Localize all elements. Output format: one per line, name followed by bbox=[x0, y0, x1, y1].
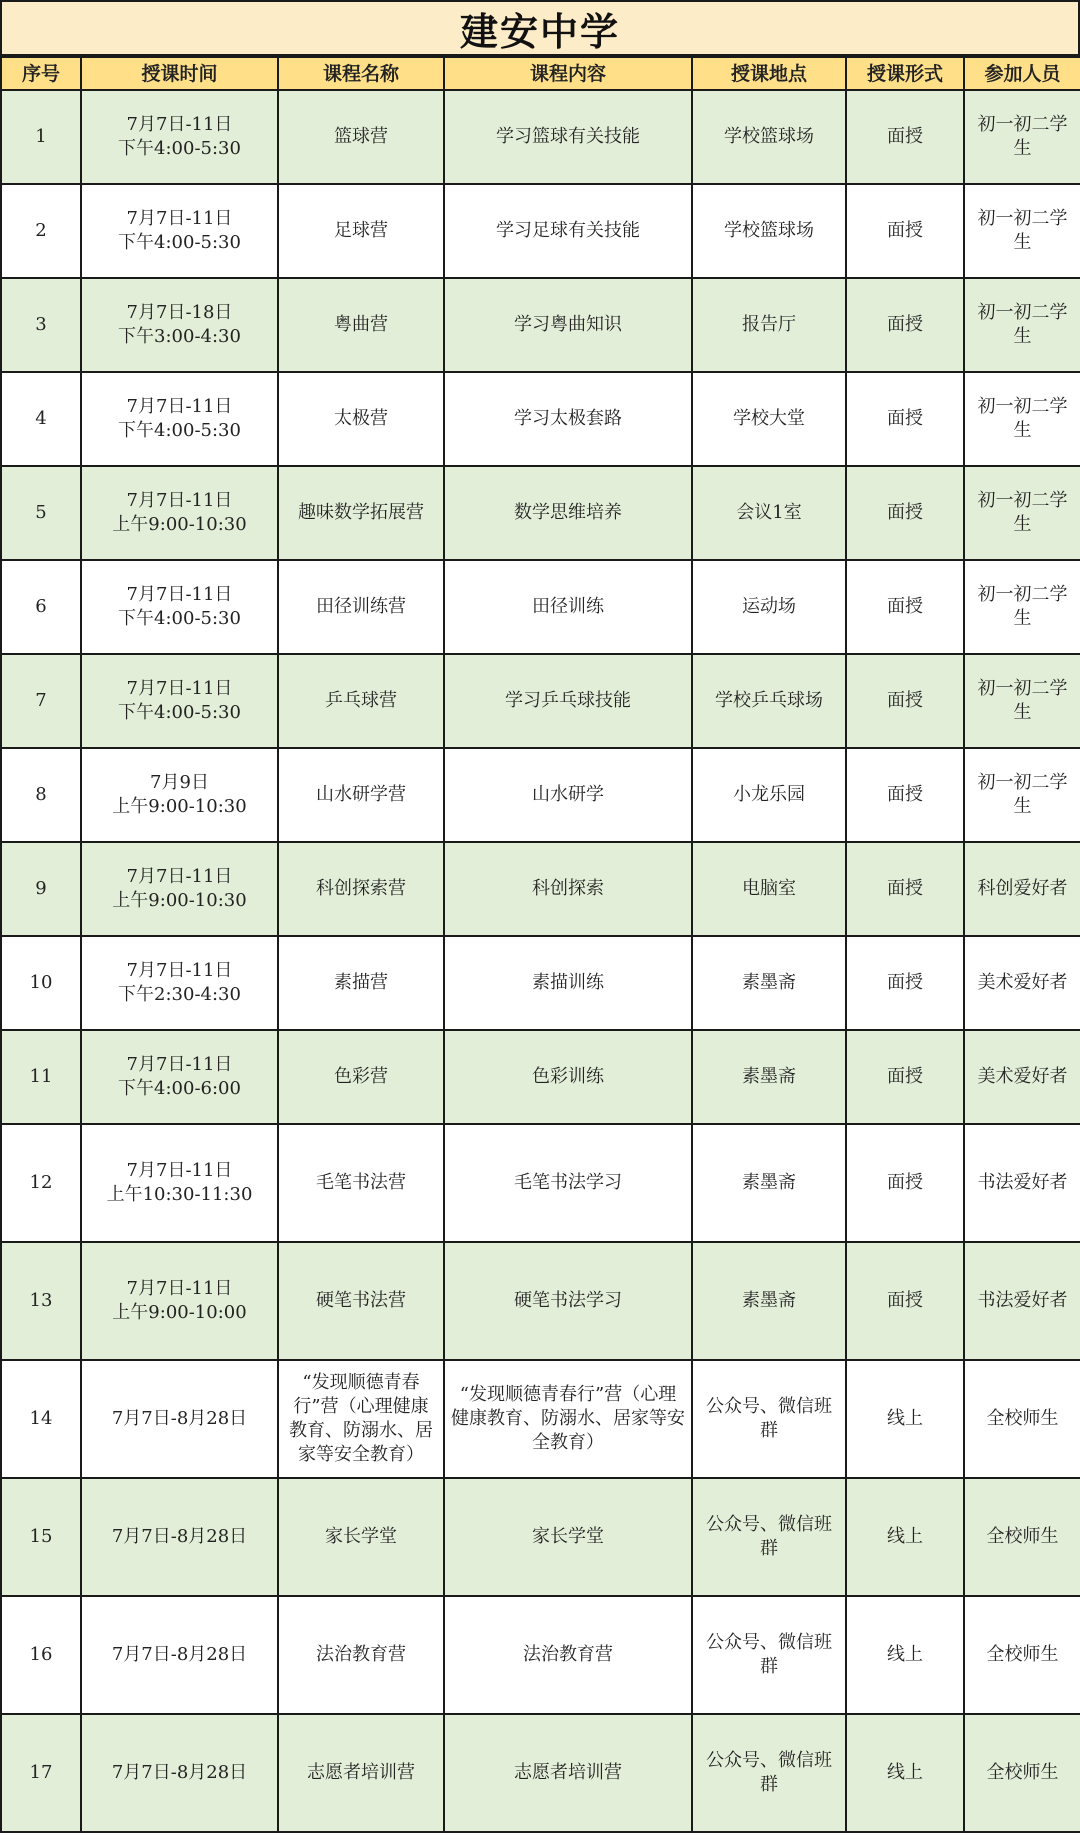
cell-form bbox=[846, 748, 964, 842]
course-content: 毛笔书法学习 bbox=[514, 1172, 622, 1193]
course-content: 科创探索 bbox=[532, 878, 604, 899]
cell-people bbox=[964, 1714, 1080, 1832]
cell-no bbox=[1, 372, 81, 466]
time-date: 7月7日-11日 bbox=[126, 490, 233, 511]
cell-content bbox=[444, 1360, 692, 1478]
course-people: 全校师生 bbox=[986, 1526, 1059, 1547]
course-people: 初一初二学生 bbox=[977, 772, 1068, 817]
table-row bbox=[1, 278, 1080, 372]
cell-no bbox=[1, 748, 81, 842]
time-period: 下午4:00-5:30 bbox=[118, 608, 241, 629]
cell-place bbox=[692, 936, 846, 1030]
course-form: 面授 bbox=[887, 596, 923, 617]
time-date: 7月9日 bbox=[150, 772, 209, 793]
cell-place bbox=[692, 560, 846, 654]
course-name: 法治教育营 bbox=[316, 1644, 406, 1665]
course-place: 学校篮球场 bbox=[724, 220, 814, 241]
cell-content bbox=[444, 466, 692, 560]
course-place: 运动场 bbox=[742, 596, 796, 617]
course-name: 毛笔书法营 bbox=[316, 1172, 406, 1193]
time-period: 上午9:00-10:30 bbox=[112, 890, 247, 911]
cell-time bbox=[81, 1124, 278, 1242]
course-name: 家长学堂 bbox=[325, 1526, 397, 1547]
cell-no bbox=[1, 184, 81, 278]
cell-form bbox=[846, 1242, 964, 1360]
cell-name bbox=[278, 748, 444, 842]
cell-no bbox=[1, 1242, 81, 1360]
course-form: 线上 bbox=[887, 1644, 923, 1665]
course-place: 素墨斋 bbox=[742, 1172, 796, 1193]
course-name: 硬笔书法营 bbox=[316, 1290, 406, 1311]
cell-form bbox=[846, 1596, 964, 1714]
cell-people bbox=[964, 466, 1080, 560]
course-form: 面授 bbox=[887, 1172, 923, 1193]
row-number: 7 bbox=[35, 690, 47, 711]
cell-people bbox=[964, 936, 1080, 1030]
time-date: 7月7日-11日 bbox=[126, 960, 233, 981]
course-form: 面授 bbox=[887, 878, 923, 899]
course-place: 电脑室 bbox=[742, 878, 796, 899]
cell-no bbox=[1, 466, 81, 560]
time-date: 7月7日-8月28日 bbox=[111, 1526, 248, 1547]
cell-name bbox=[278, 654, 444, 748]
course-form: 面授 bbox=[887, 502, 923, 523]
course-people: 全校师生 bbox=[986, 1408, 1059, 1429]
time-date: 7月7日-8月28日 bbox=[111, 1408, 248, 1429]
cell-people bbox=[964, 184, 1080, 278]
row-number: 11 bbox=[29, 1066, 53, 1087]
row-number: 17 bbox=[29, 1762, 53, 1783]
table-row bbox=[1, 1714, 1080, 1832]
row-number: 16 bbox=[29, 1644, 53, 1665]
course-people: 书法爱好者 bbox=[977, 1172, 1068, 1193]
cell-time bbox=[81, 372, 278, 466]
cell-time bbox=[81, 1030, 278, 1124]
course-name: 篮球营 bbox=[334, 126, 388, 147]
cell-form bbox=[846, 1360, 964, 1478]
cell-people bbox=[964, 842, 1080, 936]
cell-form bbox=[846, 1124, 964, 1242]
cell-no bbox=[1, 936, 81, 1030]
course-people: 全校师生 bbox=[986, 1762, 1059, 1783]
cell-people bbox=[964, 748, 1080, 842]
cell-time bbox=[81, 1242, 278, 1360]
cell-form bbox=[846, 842, 964, 936]
cell-people bbox=[964, 1124, 1080, 1242]
course-place: 报告厅 bbox=[742, 314, 796, 335]
course-content: 素描训练 bbox=[532, 972, 604, 993]
course-form: 面授 bbox=[887, 1066, 923, 1087]
cell-people bbox=[964, 1030, 1080, 1124]
cell-time bbox=[81, 278, 278, 372]
row-number: 12 bbox=[29, 1172, 53, 1193]
course-place: 素墨斋 bbox=[742, 972, 796, 993]
course-name: 田径训练营 bbox=[316, 596, 406, 617]
cell-people bbox=[964, 1478, 1080, 1596]
row-number: 6 bbox=[35, 596, 47, 617]
course-place: 公众号、微信班群 bbox=[706, 1514, 832, 1559]
course-place: 学校篮球场 bbox=[724, 126, 814, 147]
cell-time bbox=[81, 654, 278, 748]
cell-time bbox=[81, 842, 278, 936]
row-number: 14 bbox=[29, 1408, 53, 1429]
course-people: 科创爱好者 bbox=[977, 878, 1068, 899]
time-date: 7月7日-11日 bbox=[126, 396, 233, 417]
table-row bbox=[1, 372, 1080, 466]
course-content: 学习足球有关技能 bbox=[496, 220, 640, 241]
cell-content bbox=[444, 654, 692, 748]
row-number: 2 bbox=[35, 220, 47, 241]
cell-time bbox=[81, 1714, 278, 1832]
header-row bbox=[1, 57, 1080, 90]
time-date: 7月7日-8月28日 bbox=[111, 1644, 248, 1665]
cell-no bbox=[1, 1030, 81, 1124]
course-content: 学习乒乓球技能 bbox=[505, 690, 631, 711]
course-content: 家长学堂 bbox=[532, 1526, 604, 1547]
cell-content bbox=[444, 184, 692, 278]
course-people: 初一初二学生 bbox=[977, 584, 1068, 629]
course-place: 素墨斋 bbox=[742, 1066, 796, 1087]
cell-place bbox=[692, 842, 846, 936]
cell-content bbox=[444, 1714, 692, 1832]
cell-no bbox=[1, 278, 81, 372]
course-form: 线上 bbox=[887, 1408, 923, 1429]
course-place: 学校大堂 bbox=[733, 408, 805, 429]
cell-no bbox=[1, 842, 81, 936]
row-number: 1 bbox=[35, 126, 47, 147]
cell-place bbox=[692, 1124, 846, 1242]
cell-content bbox=[444, 748, 692, 842]
time-date: 7月7日-11日 bbox=[126, 866, 233, 887]
cell-time bbox=[81, 1478, 278, 1596]
table-row bbox=[1, 1242, 1080, 1360]
table-row bbox=[1, 90, 1080, 184]
cell-content bbox=[444, 278, 692, 372]
course-form: 面授 bbox=[887, 408, 923, 429]
course-content: 学习篮球有关技能 bbox=[496, 126, 640, 147]
cell-form bbox=[846, 90, 964, 184]
course-people: 初一初二学生 bbox=[977, 490, 1068, 535]
cell-no bbox=[1, 560, 81, 654]
cell-people bbox=[964, 372, 1080, 466]
cell-name bbox=[278, 1124, 444, 1242]
table-row bbox=[1, 1360, 1080, 1478]
cell-place bbox=[692, 184, 846, 278]
course-content: 田径训练 bbox=[532, 596, 604, 617]
course-name: 粤曲营 bbox=[334, 314, 388, 335]
course-people: 全校师生 bbox=[986, 1644, 1059, 1665]
cell-people bbox=[964, 654, 1080, 748]
time-date: 7月7日-8月28日 bbox=[111, 1762, 248, 1783]
course-form: 面授 bbox=[887, 972, 923, 993]
cell-name bbox=[278, 372, 444, 466]
course-name: 足球营 bbox=[334, 220, 388, 241]
course-form: 面授 bbox=[887, 690, 923, 711]
column-header-name: 课程名称 bbox=[278, 57, 444, 90]
row-number: 10 bbox=[29, 972, 53, 993]
time-period: 上午9:00-10:30 bbox=[112, 514, 247, 535]
row-number: 15 bbox=[29, 1526, 53, 1547]
cell-form bbox=[846, 1030, 964, 1124]
course-content: “发现顺德青春行”营（心理健康教育、防溺水、居家等安全教育） bbox=[451, 1384, 685, 1453]
course-content: 山水研学 bbox=[532, 784, 604, 805]
course-place: 公众号、微信班群 bbox=[706, 1750, 832, 1795]
cell-place bbox=[692, 748, 846, 842]
table-body bbox=[1, 90, 1080, 1832]
cell-people bbox=[964, 1242, 1080, 1360]
course-content: 色彩训练 bbox=[532, 1066, 604, 1087]
cell-place bbox=[692, 372, 846, 466]
cell-content bbox=[444, 90, 692, 184]
course-name: 志愿者培训营 bbox=[307, 1762, 415, 1783]
cell-content bbox=[444, 372, 692, 466]
time-date: 7月7日-11日 bbox=[126, 1278, 233, 1299]
course-name: 乒乓球营 bbox=[325, 690, 397, 711]
cell-no bbox=[1, 90, 81, 184]
course-place: 学校乒乓球场 bbox=[715, 690, 823, 711]
row-number: 3 bbox=[35, 314, 47, 335]
cell-form bbox=[846, 936, 964, 1030]
cell-time bbox=[81, 936, 278, 1030]
row-number: 8 bbox=[35, 784, 47, 805]
cell-place bbox=[692, 1242, 846, 1360]
column-header-form: 授课形式 bbox=[846, 57, 964, 90]
cell-form bbox=[846, 372, 964, 466]
cell-content bbox=[444, 842, 692, 936]
cell-form bbox=[846, 466, 964, 560]
course-content: 硬笔书法学习 bbox=[514, 1290, 622, 1311]
cell-people bbox=[964, 560, 1080, 654]
table-row bbox=[1, 560, 1080, 654]
table-row bbox=[1, 1030, 1080, 1124]
course-people: 初一初二学生 bbox=[977, 302, 1068, 347]
course-content: 数学思维培养 bbox=[514, 502, 622, 523]
cell-name bbox=[278, 1714, 444, 1832]
course-name: 山水研学营 bbox=[316, 784, 406, 805]
cell-name bbox=[278, 1030, 444, 1124]
course-name: 素描营 bbox=[334, 972, 388, 993]
course-content: 法治教育营 bbox=[523, 1644, 613, 1665]
cell-name bbox=[278, 560, 444, 654]
cell-time bbox=[81, 466, 278, 560]
course-name: 趣味数学拓展营 bbox=[298, 502, 424, 523]
time-period: 下午2:30-4:30 bbox=[118, 984, 241, 1005]
cell-place bbox=[692, 654, 846, 748]
cell-no bbox=[1, 1360, 81, 1478]
cell-content bbox=[444, 1596, 692, 1714]
cell-time bbox=[81, 748, 278, 842]
time-date: 7月7日-11日 bbox=[126, 208, 233, 229]
course-people: 初一初二学生 bbox=[977, 678, 1068, 723]
course-place: 小龙乐园 bbox=[733, 784, 805, 805]
course-form: 线上 bbox=[887, 1762, 923, 1783]
course-name: “发现顺德青春行”营（心理健康教育、防溺水、居家等安全教育） bbox=[289, 1372, 433, 1465]
cell-content bbox=[444, 1030, 692, 1124]
cell-content bbox=[444, 936, 692, 1030]
time-period: 上午9:00-10:00 bbox=[112, 1302, 247, 1323]
course-form: 面授 bbox=[887, 1290, 923, 1311]
time-period: 下午4:00-5:30 bbox=[118, 420, 241, 441]
course-place: 素墨斋 bbox=[742, 1290, 796, 1311]
course-form: 线上 bbox=[887, 1526, 923, 1547]
cell-name bbox=[278, 1360, 444, 1478]
time-period: 下午4:00-5:30 bbox=[118, 138, 241, 159]
page-title: 建安中学 bbox=[0, 0, 1080, 56]
table-row bbox=[1, 184, 1080, 278]
time-date: 7月7日-11日 bbox=[126, 584, 233, 605]
cell-people bbox=[964, 1596, 1080, 1714]
time-period: 下午4:00-5:30 bbox=[118, 232, 241, 253]
column-header-content: 课程内容 bbox=[444, 57, 692, 90]
time-date: 7月7日-11日 bbox=[126, 1160, 233, 1181]
cell-name bbox=[278, 90, 444, 184]
course-name: 科创探索营 bbox=[316, 878, 406, 899]
course-people: 美术爱好者 bbox=[977, 1066, 1068, 1087]
column-header-place: 授课地点 bbox=[692, 57, 846, 90]
cell-content bbox=[444, 1478, 692, 1596]
course-content: 学习太极套路 bbox=[514, 408, 622, 429]
cell-people bbox=[964, 278, 1080, 372]
time-period: 下午4:00-6:00 bbox=[118, 1078, 241, 1099]
cell-no bbox=[1, 1478, 81, 1596]
course-content: 学习粤曲知识 bbox=[514, 314, 622, 335]
time-date: 7月7日-11日 bbox=[126, 678, 233, 699]
cell-place bbox=[692, 1714, 846, 1832]
cell-content bbox=[444, 1242, 692, 1360]
course-place: 会议1室 bbox=[736, 502, 802, 523]
course-people: 美术爱好者 bbox=[977, 972, 1068, 993]
cell-content bbox=[444, 1124, 692, 1242]
course-content: 志愿者培训营 bbox=[514, 1762, 622, 1783]
cell-form bbox=[846, 654, 964, 748]
cell-form bbox=[846, 560, 964, 654]
cell-name bbox=[278, 1478, 444, 1596]
cell-name bbox=[278, 936, 444, 1030]
course-form: 面授 bbox=[887, 220, 923, 241]
cell-name bbox=[278, 1596, 444, 1714]
row-number: 9 bbox=[35, 878, 47, 899]
table-row bbox=[1, 1478, 1080, 1596]
cell-name bbox=[278, 278, 444, 372]
cell-time bbox=[81, 90, 278, 184]
course-place: 公众号、微信班群 bbox=[706, 1396, 832, 1441]
cell-people bbox=[964, 1360, 1080, 1478]
cell-no bbox=[1, 654, 81, 748]
cell-name bbox=[278, 1242, 444, 1360]
cell-place bbox=[692, 90, 846, 184]
course-people: 初一初二学生 bbox=[977, 114, 1068, 159]
table-row bbox=[1, 1124, 1080, 1242]
cell-place bbox=[692, 1360, 846, 1478]
table-row bbox=[1, 1596, 1080, 1714]
cell-time bbox=[81, 560, 278, 654]
time-period: 下午4:00-5:30 bbox=[118, 702, 241, 723]
column-header-people: 参加人员 bbox=[964, 57, 1080, 90]
cell-no bbox=[1, 1714, 81, 1832]
row-number: 4 bbox=[35, 408, 47, 429]
cell-time bbox=[81, 1596, 278, 1714]
time-date: 7月7日-11日 bbox=[126, 114, 233, 135]
cell-time bbox=[81, 1360, 278, 1478]
course-people: 初一初二学生 bbox=[977, 396, 1068, 441]
table-row bbox=[1, 748, 1080, 842]
time-date: 7月7日-18日 bbox=[126, 302, 233, 323]
cell-form bbox=[846, 278, 964, 372]
course-place: 公众号、微信班群 bbox=[706, 1632, 832, 1677]
cell-place bbox=[692, 1030, 846, 1124]
column-header-no: 序号 bbox=[1, 57, 81, 90]
cell-name bbox=[278, 842, 444, 936]
time-period: 下午3:00-4:30 bbox=[118, 326, 241, 347]
course-form: 面授 bbox=[887, 314, 923, 335]
cell-place bbox=[692, 278, 846, 372]
row-number: 5 bbox=[35, 502, 47, 523]
course-form: 面授 bbox=[887, 126, 923, 147]
cell-time bbox=[81, 184, 278, 278]
cell-no bbox=[1, 1124, 81, 1242]
time-date: 7月7日-11日 bbox=[126, 1054, 233, 1075]
time-period: 上午9:00-10:30 bbox=[112, 796, 247, 817]
cell-name bbox=[278, 466, 444, 560]
course-form: 面授 bbox=[887, 784, 923, 805]
column-header-time: 授课时间 bbox=[81, 57, 278, 90]
cell-form bbox=[846, 1478, 964, 1596]
table-row bbox=[1, 936, 1080, 1030]
cell-form bbox=[846, 184, 964, 278]
table-row bbox=[1, 842, 1080, 936]
cell-content bbox=[444, 560, 692, 654]
course-table bbox=[0, 56, 1080, 1833]
course-name: 太极营 bbox=[334, 408, 388, 429]
cell-form bbox=[846, 1714, 964, 1832]
cell-place bbox=[692, 466, 846, 560]
time-period: 上午10:30-11:30 bbox=[106, 1184, 253, 1205]
course-people: 初一初二学生 bbox=[977, 208, 1068, 253]
table-row bbox=[1, 466, 1080, 560]
course-people: 书法爱好者 bbox=[977, 1290, 1068, 1311]
cell-place bbox=[692, 1478, 846, 1596]
cell-name bbox=[278, 184, 444, 278]
table-row bbox=[1, 654, 1080, 748]
cell-place bbox=[692, 1596, 846, 1714]
cell-people bbox=[964, 90, 1080, 184]
row-number: 13 bbox=[29, 1290, 53, 1311]
course-name: 色彩营 bbox=[334, 1066, 388, 1087]
cell-no bbox=[1, 1596, 81, 1714]
